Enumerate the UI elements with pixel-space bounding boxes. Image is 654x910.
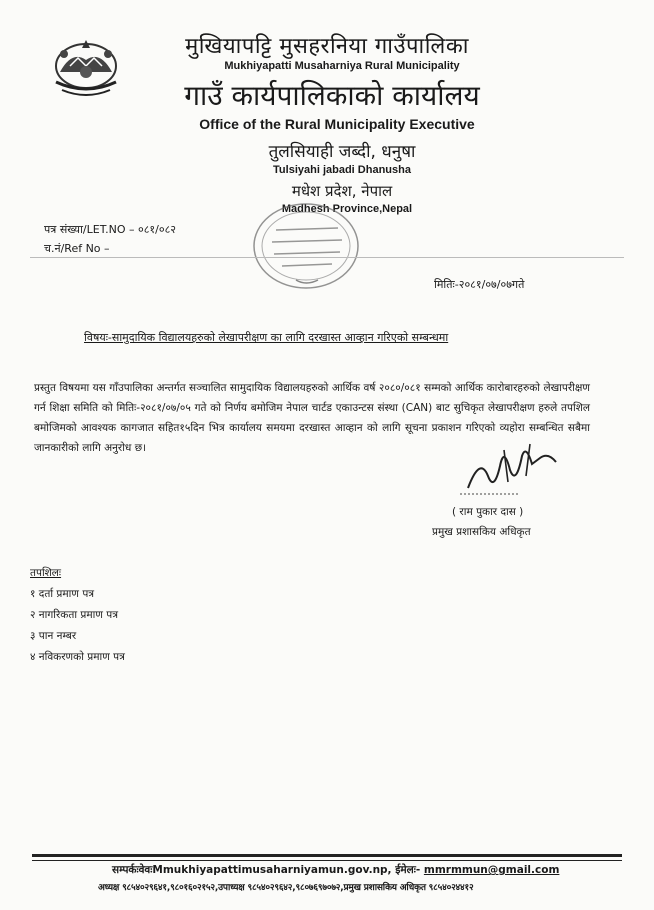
enclosures-list xyxy=(30,584,125,668)
list-item: ३ पान नम्बर xyxy=(30,630,77,642)
header-divider xyxy=(30,257,624,258)
address-np: तुलसियाही जब्दी, धनुषा xyxy=(268,142,416,162)
province-en: Madhesh Province,Nepal xyxy=(281,203,413,215)
province-np: मधेश प्रदेश, नेपाल xyxy=(291,182,393,200)
list-item: १ दर्ता प्रमाण पत्र xyxy=(30,588,95,600)
handwritten-signature xyxy=(460,436,570,496)
footer-phones: अध्यक्ष ९८५४०२९६४१,९८०१६०२१५२,उपाध्यक्ष ९८५४०२९६४२,९८०७६९७०७२,प्रमुख प्रशासकिय अधिकृत ९८५४०२४४१२ xyxy=(98,883,474,893)
office-stamp-icon xyxy=(246,200,368,296)
signatory-name: ( राम पुकार दास ) xyxy=(452,506,524,518)
municipality-name-np: मुखियापट्टि मुसहरनिया गाउँपालिका xyxy=(185,34,469,59)
office-name-en: Office of the Rural Municipality Executive xyxy=(199,116,475,132)
letter-date: मितिः-२०८१/०७/०७गते xyxy=(434,278,525,291)
letter-number: पत्र संख्या/LET.NO – ०८१/०८२ xyxy=(44,223,177,236)
footer-email[interactable]: mmrmmun@gmail.com xyxy=(423,864,560,876)
signatory-title: प्रमुख प्रशासकिय अधिकृत xyxy=(432,526,531,538)
list-item: ४ नविकरणको प्रमाण पत्र xyxy=(30,651,125,663)
footer-contact xyxy=(112,863,559,877)
office-name-np: गाउँ कार्यपालिकाको कार्यालय xyxy=(184,79,480,112)
enclosures-title: तपशिलः xyxy=(30,567,62,579)
letter-subject: विषयः-सामुदायिक विद्यालयहरुको लेखापरीक्षण का लागि दरखास्त आव्हान गरिएको सम्बन्धमा xyxy=(84,331,449,344)
municipality-name-en: Mukhiyapatti Musaharniya Rural Municipality xyxy=(224,60,460,72)
reference-number: च.नं/Ref No – xyxy=(44,242,110,255)
footer-divider-thick xyxy=(32,854,622,857)
footer-divider-thin xyxy=(32,860,622,861)
letter-body: प्रस्तुत विषयमा यस गाँउपालिका अन्तर्गत सञ्चालित सामुदायिक विद्यालयहरुको आर्थिक वर्ष २०८०/०८१ सम्मको आर्थिक कारोबारहरुको लेखापरीक्षण गर्न शिक्षा समिति को मितिः-२०८१/०७/०५ गते को निर्णय बमोजिम नेपाल चार्टड एकाउन्टस संस्था (CAN) बाट सुचिकृत लेखापरीक्षण हरुले तपशिल बमोजिमको आवश्यक कागजात सहित१५दिन भित्र कार्यालय समयमा दरखास्त आव्हान को लागि सूचना प्रकाशन गरिएको व्यहोरा सम्बन्धित सबैमा जानकारीको लागि अनुरोध छ। xyxy=(34,382,590,454)
address-en: Tulsiyahi jabadi Dhanusha xyxy=(273,164,411,176)
list-item: २ नागरिकता प्रमाण पत्र xyxy=(30,609,119,621)
footer-website: सम्पर्कःवेवःMmukhiyapattimusaharniyamun.gov.np, ईमेलः- xyxy=(112,864,421,876)
